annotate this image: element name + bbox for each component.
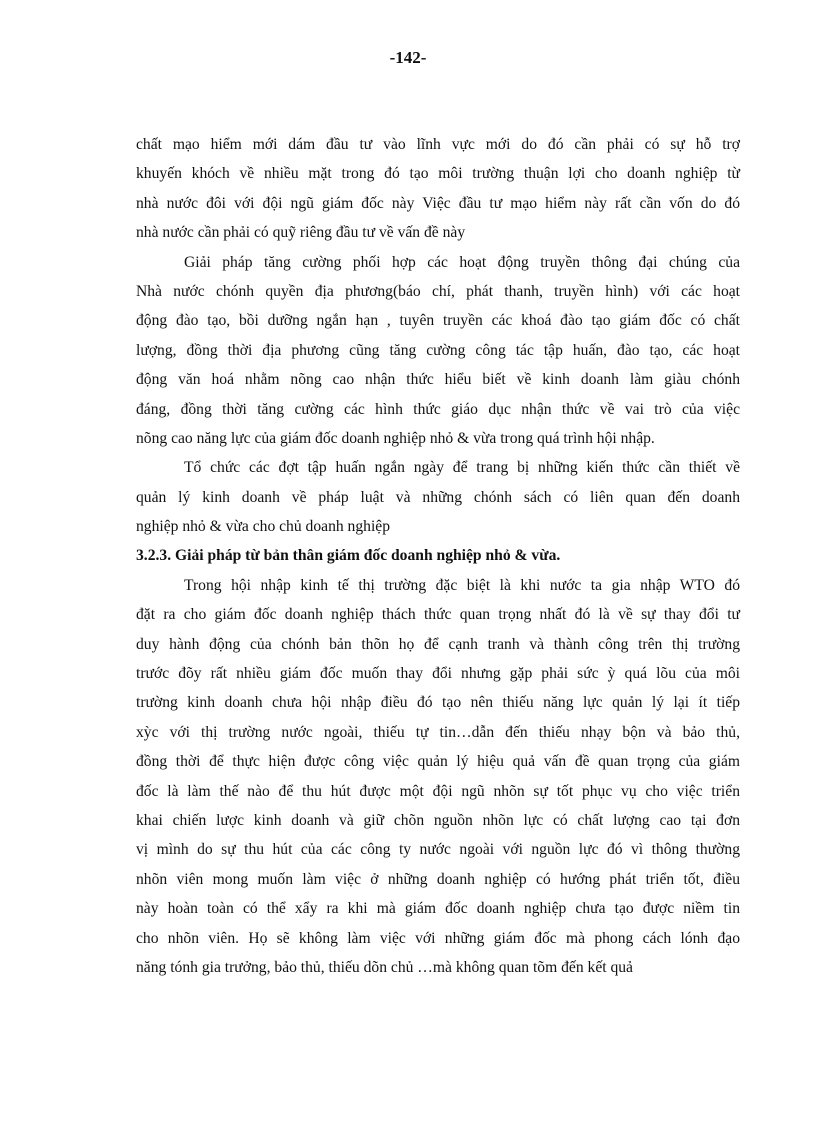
page-number: -142- <box>389 48 427 67</box>
text-line: năng tónh gia trưởng, bảo thủ, thiếu dõn chủ …mà không quan tõm đến kết quả <box>136 958 633 976</box>
text-line: Tổ chức các đợt tập huấn ngắn ngày để trang bị những kiến thức cần thiết về <box>184 459 740 477</box>
text-line: động đào tạo, bồi dưỡng ngắn hạn , tuyên truyền các khoá đào tạo giám đốc có chất <box>136 312 740 330</box>
text-line: Giải pháp tăng cường phối hợp các hoạt động truyền thông đại chúng của <box>184 253 740 271</box>
text-line: đáng, đồng thời tăng cường các hình thức giáo dục nhận thức về vai trò của việc <box>136 400 740 418</box>
text-line: lượng, đồng thời địa phương cũng tăng cường công tác tập huấn, đào tạo, các hoạt <box>136 341 740 359</box>
text-line: này hoàn toàn có thể xẩy ra khi mà giám đốc doanh nghiệp chưa tạo được niềm tin <box>136 900 740 918</box>
text-line: nõng cao năng lực của giám đốc doanh nghiệp nhỏ & vừa trong quá trình hội nhập. <box>136 429 655 447</box>
text-line: trường kinh doanh chưa hội nhập điều đó tạo nên thiếu năng lực quản lý lại ít tiếp <box>136 694 740 712</box>
text-line: nhà nước đôi với đội ngũ giám đốc này Việc đầu tư mạo hiểm này rất cần vốn do đó <box>136 194 740 212</box>
text-line: khai chiến lược kinh doanh và giữ chõn nguồn nhõn lực có chất lượng cao tại đơn <box>136 811 740 829</box>
text-line: đốc là làm thế nào để thu hút được một đội ngũ nhõn sự tốt phục vụ cho việc triển <box>136 782 740 800</box>
text-line: đặt ra cho giám đốc doanh nghiệp thách thức quan trọng nhất đó là về sự thay đổi tư <box>136 606 740 624</box>
paragraph <box>136 248 740 454</box>
text-line: quản lý kinh doanh về pháp luật và những chónh sách có liên quan đến doanh <box>136 488 740 506</box>
text-line: Trong hội nhập kinh tế thị trường đặc biệt là khi nước ta gia nhập WTO đó <box>184 576 740 594</box>
text-line: trước đõy rất nhiều giám đốc muốn thay đổi nhưng gặp phải sức ỳ quá lõu của môi <box>136 665 740 683</box>
text-line: duy hành động của chónh bản thõn họ để cạnh tranh và thành công trên thị trường <box>136 635 740 653</box>
text-line: nghiệp nhỏ & vừa cho chủ doanh nghiệp <box>136 518 390 536</box>
text-line: cho nhõn viên. Họ sẽ không làm việc với những giám đốc mà phong cách lónh đạo <box>136 929 740 947</box>
text-line: xỳc với thị trường nước ngoài, thiếu tự tin…dẫn đến thiếu nhạy bộn và bảo thủ, <box>136 723 740 741</box>
text-line: khuyến khóch về nhiều mặt trong đó tạo môi trường thuận lợi cho doanh nghiệp từ <box>136 165 740 183</box>
text-line: vị mình do sự thu hút của các công ty nước ngoài với nguồn lực đó vì thông thường <box>136 841 740 859</box>
text-line: động văn hoá nhằm nõng cao nhận thức hiểu biết về kinh doanh làm giàu chónh <box>136 371 740 389</box>
paragraph <box>136 130 740 248</box>
paragraph <box>136 571 740 982</box>
document-body <box>136 130 740 982</box>
text-line: đồng thời để thực hiện được công việc quản lý hiệu quả vấn đề quan trọng của giám <box>136 753 740 771</box>
section-heading: 3.2.3. Giải pháp từ bản thân giám đốc doanh nghiệp nhỏ & vừa. <box>136 547 561 565</box>
text-line: nhõn viên mong muốn làm việc ở những doanh nghiệp có hướng phát triển tốt, điều <box>136 870 740 888</box>
text-line: Nhà nước chónh quyền địa phương(báo chí, phát thanh, truyền hình) với các hoạt <box>136 282 740 300</box>
text-line: chất mạo hiểm mới dám đầu tư vào lĩnh vực mới do đó cần phải có sự hỗ trợ <box>136 136 740 153</box>
text-line: nhà nước cần phải có quỹ riêng đầu tư về vấn đề này <box>136 224 466 242</box>
paragraph <box>136 453 740 541</box>
